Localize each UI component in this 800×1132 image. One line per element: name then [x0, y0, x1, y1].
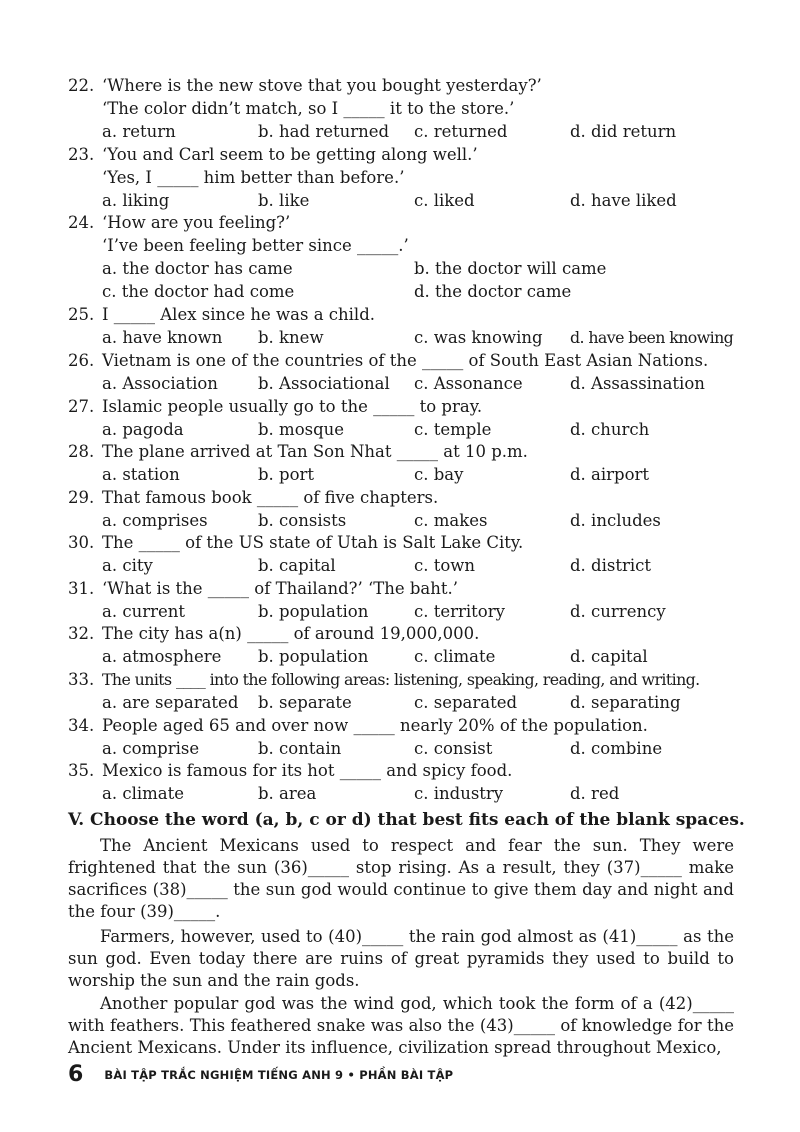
option-a: a. have known: [102, 328, 223, 347]
option-b: b. area: [258, 784, 317, 803]
question-stem: Mexico is famous for its hot _____ and spicy food.: [102, 761, 513, 780]
question-stem: ‘Where is the new stove that you bought yesterday?’: [102, 76, 542, 95]
option-b: b. separate: [258, 693, 352, 712]
option-c: c. climate: [414, 647, 496, 666]
section-heading: V. Choose the word (a, b, c or d) that best fits each of the blank spaces.: [68, 810, 745, 830]
option-c: c. returned: [414, 122, 508, 141]
option-b: b. population: [258, 602, 369, 621]
option-b: b. had returned: [258, 122, 390, 141]
option-d: d. includes: [570, 511, 661, 530]
book-title: BÀI TẬP TRẮC NGHIỆM TIẾNG ANH 9 • PHẦN BÀI TẬP: [104, 1067, 454, 1082]
option-d: d. the doctor came: [414, 282, 572, 301]
question-number: 28.: [68, 442, 95, 461]
option-a: a. are separated: [102, 693, 239, 712]
question-stem-line-2: ‘The color didn’t match, so I _____ it to the store.’: [102, 99, 515, 118]
option-a: a. current: [102, 602, 185, 621]
question-stem: Islamic people usually go to the _____ to pray.: [102, 397, 483, 416]
option-d: d. red: [570, 784, 620, 803]
question-stem: People aged 65 and over now _____ nearly 20% of the population.: [102, 716, 648, 735]
option-d: d. airport: [570, 465, 650, 484]
option-b: b. consists: [258, 511, 347, 530]
question-stem-line-2: ‘I’ve been feeling better since _____.’: [102, 236, 409, 255]
option-b: b. the doctor will came: [414, 259, 607, 278]
option-d: d. did return: [570, 122, 677, 141]
question-number: 27.: [68, 397, 95, 416]
option-c: c. bay: [414, 465, 464, 484]
question-stem: The plane arrived at Tan Son Nhat _____ at 10 p.m.: [102, 442, 528, 461]
option-b: b. like: [258, 191, 310, 210]
option-a: a. climate: [102, 784, 185, 803]
option-c: c. the doctor had come: [102, 282, 295, 301]
option-d: d. district: [570, 556, 652, 575]
option-c: c. makes: [414, 511, 488, 530]
question-number: 33.: [68, 670, 95, 689]
question-number: 22.: [68, 76, 95, 95]
option-a: a. comprises: [102, 511, 208, 530]
question-number: 25.: [68, 305, 95, 324]
option-a: a. city: [102, 556, 153, 575]
passage-paragraph-3: Another popular god was the wind god, which took the form of a (42)_____ with feathers. This feathered snake was also the (43)_____ of knowledge for the Ancient Mexicans. Under its influence, civilization spread throughout Mexico,: [68, 994, 734, 1057]
option-a: a. return: [102, 122, 176, 141]
question-number: 34.: [68, 716, 95, 735]
question-stem-line-2: ‘Yes, I _____ him better than before.’: [102, 168, 405, 187]
option-d: d. church: [570, 420, 650, 439]
question-stem: The _____ of the US state of Utah is Salt Lake City.: [102, 533, 524, 552]
question-stem: The units ____ into the following areas: listening, speaking, reading, and writing.: [102, 670, 700, 689]
option-a: a. comprise: [102, 739, 200, 758]
option-c: c. consist: [414, 739, 493, 758]
page-number: 6: [68, 1062, 84, 1087]
option-d: d. have liked: [570, 191, 677, 210]
question-stem: That famous book _____ of five chapters.: [102, 488, 439, 507]
question-number: 26.: [68, 351, 95, 370]
question-number: 35.: [68, 761, 95, 780]
option-a: a. station: [102, 465, 180, 484]
option-d: d. separating: [570, 693, 681, 712]
option-b: b. port: [258, 465, 315, 484]
passage-paragraph-2: Farmers, however, used to (40)_____ the rain god almost as (41)_____ as the sun god. Even today there are ruins of great pyramids they used to build to worship the sun and the rain gods.: [68, 927, 734, 990]
option-d: d. Assassination: [570, 374, 705, 393]
question-stem: ‘What is the _____ of Thailand?’ ‘The baht.’: [102, 579, 458, 598]
question-number: 32.: [68, 624, 95, 643]
question-number: 23.: [68, 145, 95, 164]
question-number: 29.: [68, 488, 95, 507]
option-a: a. pagoda: [102, 420, 184, 439]
option-c: c. territory: [414, 602, 505, 621]
question-stem: I _____ Alex since he was a child.: [102, 305, 376, 324]
option-c: c. temple: [414, 420, 492, 439]
option-d: d. currency: [570, 602, 666, 621]
option-a: a. the doctor has came: [102, 259, 293, 278]
option-d: d. combine: [570, 739, 663, 758]
option-d: d. capital: [570, 647, 648, 666]
question-number: 31.: [68, 579, 95, 598]
option-b: b. contain: [258, 739, 342, 758]
option-a: a. atmosphere: [102, 647, 222, 666]
question-number: 24.: [68, 213, 95, 232]
option-b: b. capital: [258, 556, 336, 575]
passage-paragraph-1: The Ancient Mexicans used to respect and fear the sun. They were frightened that the sun (36)_____ stop rising. As a result, they (37)_____ make sacrifices (38)_____ the sun god would continue to give them day and night and the four (39)_____.: [68, 836, 734, 921]
question-stem: ‘How are you feeling?’: [102, 213, 291, 232]
option-b: b. Associational: [258, 374, 390, 393]
option-b: b. knew: [258, 328, 324, 347]
question-number: 30.: [68, 533, 95, 552]
option-d: d. have been knowing: [570, 328, 734, 347]
option-c: c. liked: [414, 191, 475, 210]
question-stem: ‘You and Carl seem to be getting along well.’: [102, 145, 478, 164]
option-b: b. mosque: [258, 420, 345, 439]
option-a: a. liking: [102, 191, 170, 210]
option-c: c. Assonance: [414, 374, 523, 393]
option-c: c. separated: [414, 693, 518, 712]
option-c: c. town: [414, 556, 476, 575]
option-b: b. population: [258, 647, 369, 666]
option-a: a. Association: [102, 374, 218, 393]
page-footer: [68, 1062, 453, 1087]
option-c: c. was knowing: [414, 328, 543, 347]
option-c: c. industry: [414, 784, 504, 803]
question-stem: Vietnam is one of the countries of the _____ of South East Asian Nations.: [102, 351, 709, 370]
question-stem: The city has a(n) _____ of around 19,000,000.: [102, 624, 480, 643]
